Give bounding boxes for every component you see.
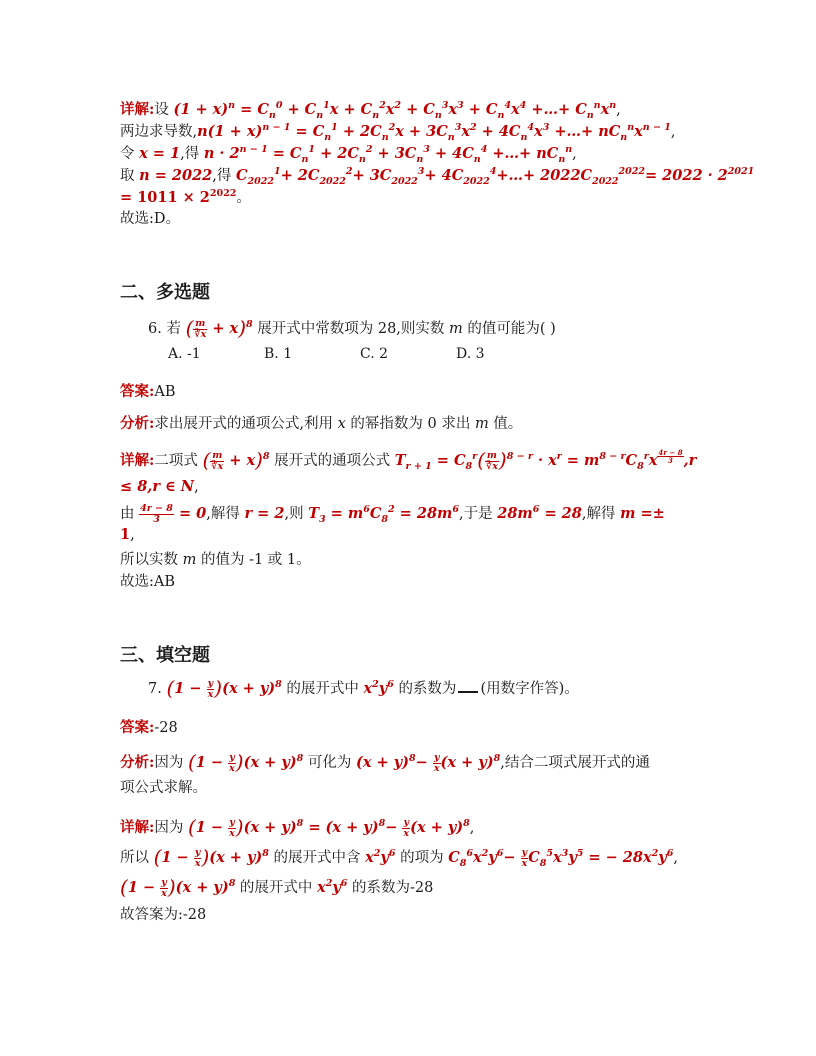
- q7-detail-line-2: 所以 (1 − $\frac{y}{x}$ )$(x + y)^8$ 的展开式中含 $x^2y^6$ 的项为 $C_8^6x^2y^6-$ $\frac{y}{x}$ $C_8^5x^3y^5$ = − $28x^2y^6$,: [120, 845, 678, 869]
- q7-answer-value: -28: [154, 720, 178, 736]
- option-c: C. 2: [360, 346, 389, 362]
- formula-binomial-expansion: $(1 + x)^n = C_n^0 + C_n^1x + C_n^2x^2 + C_n^3x^3 + C_n^4x^4$ +…+ $C_n^nx^n$: [173, 100, 617, 121]
- formula-substitution: $n \cdot 2^{n - 1} = C_n^1 + 2C_n^2 + 3C_n^3 + 4C_n^4$ +…+ $nC_n^n$: [203, 144, 573, 165]
- q6-options: [168, 346, 552, 362]
- section-heading-fill-in: 三、填空题: [120, 645, 210, 666]
- answer-label: 答案: [120, 719, 149, 736]
- q7-analysis-line-2: 项公式求解。: [120, 780, 207, 796]
- prev-detail-line-1: 详解:设 $(1 + x)^n = C_n^0 + C_n^1x + C_n^2x^2 + C_n^3x^3 + C_n^4x^4$ +…+ $C_n^nx^n$,: [120, 100, 621, 121]
- q6-conclusion: 故选:AB: [120, 574, 176, 590]
- prev-detail-line-3: 令 x = 1,得 $n \cdot 2^{n - 1} = C_n^1 + 2C_n^2 + 3C_n^3 + 4C_n^4$ +…+ $nC_n^n$,: [120, 144, 577, 165]
- formula-q7-term: $C_8^6x^2y^6-$ $\frac{y}{x}$ $C_8^5x^3y^5$ = − $28x^2y^6$: [448, 846, 674, 869]
- q7-detail-line-3: (1 − $\frac{y}{x}$ )$(x + y)^8$ 的展开式中 $x^2y^6$ 的系数为-28: [120, 875, 434, 899]
- prev-detail-line-5: = $1011 \times 2^{2022}$。: [120, 188, 251, 206]
- option-a: A. -1: [168, 346, 201, 362]
- formula-derivative: $n(1 + x)^{n - 1} = C_n^1 + 2C_n^2x + 3C_n^3x^2 + 4C_n^4x^3$ +…+ $nC_n^nx^{n - 1}$: [197, 122, 671, 143]
- q7-conclusion: 故答案为:-28: [120, 907, 207, 923]
- q6-analysis: 分析:求出展开式的通项公式,利用 x 的幂指数为 0 求出 m 值。: [120, 415, 523, 432]
- q7-analysis-line-1: 分析:因为 (1 − $\frac{y}{x}$ )$(x + y)^8$ 可化为 $(x + y)^8-$ $\frac{y}{x}$ $(x + y)^8$,结合二项式展开式的通: [120, 750, 650, 774]
- formula-q7-expression: (1 − $\frac{y}{x}$ )$(x + y)^8$: [166, 676, 282, 700]
- q7-detail-line-1: 详解:因为 (1 − $\frac{y}{x}$ )$(x + y)^8 = (x + y)^8-$ $\frac{y}{x}$ $(x + y)^8$,: [120, 815, 475, 839]
- formula-q6-binomial: ( $\frac{m}{∛x}$ + x)$^8$: [185, 316, 253, 340]
- question-6: 6. 若 ( $\frac{m}{∛x}$ + x)$^8$ 展开式中常数项为 28,则实数 m 的值可能为( ): [148, 316, 556, 340]
- q7-answer: 答案:-28: [120, 719, 178, 736]
- answer-blank: [458, 691, 478, 693]
- formula-general-term: $T_{r + 1} = C_8^r$( $\frac{m}{∛x}$ )$^{8 - r} \cdot x^r = m^{8 - r}C_8^rx$ $^{\frac{4r - 8}{3}}$ ,r: [394, 447, 697, 472]
- analysis-label: 分析: [120, 754, 149, 771]
- formula-result: = $1011 \times 2^{2022}$: [120, 188, 237, 206]
- prev-detail-line-4: 取 n = 2022,得 $C_{2022}^1+ 2C_{2022}^2+ 3C_{2022}^3+$ $4C_{2022}^4+\dots+ 2022C_{2022}^{2022}= 2022 \cdot 2^{2021}$: [120, 166, 755, 187]
- prev-conclusion: 故选:D。: [120, 211, 181, 227]
- q6-answer: 答案:AB: [120, 383, 176, 400]
- question-7: 7. (1 − $\frac{y}{x}$ )$(x + y)^8$ 的展开式中 $x^2y^6$ 的系数为 (用数字作答)。: [148, 676, 579, 700]
- answer-label: 答案: [120, 383, 149, 400]
- q6-answer-value: AB: [154, 384, 176, 400]
- analysis-label: 分析: [120, 415, 149, 432]
- option-d: D. 3: [456, 346, 485, 362]
- formula-sum-2022: $C_{2022}^1+ 2C_{2022}^2+ 3C_{2022}^3+$ $4C_{2022}^4+\dots+ 2022C_{2022}^{2022}= 2022 \cdot 2^{2021}$: [235, 166, 755, 187]
- detail-label: 详解: [120, 819, 149, 836]
- section-heading-multiple-choice: 二、多选题: [120, 282, 210, 303]
- q6-detail-line-1: 详解:二项式 ( $\frac{m}{∛x}$ + x)$^8$ 展开式的通项公式 $T_{r + 1} = C_8^r$( $\frac{m}{∛x}$ )$^{8 - r} \cdot x^r = m^{8 - r}C_8^rx$ $^{\frac{4r - 8}{3}}$ ,r: [120, 447, 697, 472]
- q6-detail-line-5: 所以实数 m 的值为 -1 或 1。: [120, 552, 311, 568]
- option-b: B. 1: [264, 346, 293, 362]
- q6-detail-line-4: 1,: [120, 526, 135, 543]
- q6-detail-line-3: 由 $\frac{4r - 8}{3}$ = 0,解得 r = 2,则 $T_3 = m^6C_8^2 = 28m^6$,于是 $28m^6 = 28$,解得 m =±: [120, 502, 665, 525]
- detail-label: 详解: [120, 452, 149, 469]
- detail-label: 详解: [120, 101, 149, 118]
- q6-detail-line-2: ≤ 8,r ∈ N,: [120, 478, 199, 495]
- prev-detail-line-2: 两边求导数$,n(1 + x)^{n - 1} = C_n^1 + 2C_n^2x + 3C_n^3x^2 + 4C_n^4x^3$ +…+ $nC_n^nx^{n - 1}$,: [120, 122, 676, 143]
